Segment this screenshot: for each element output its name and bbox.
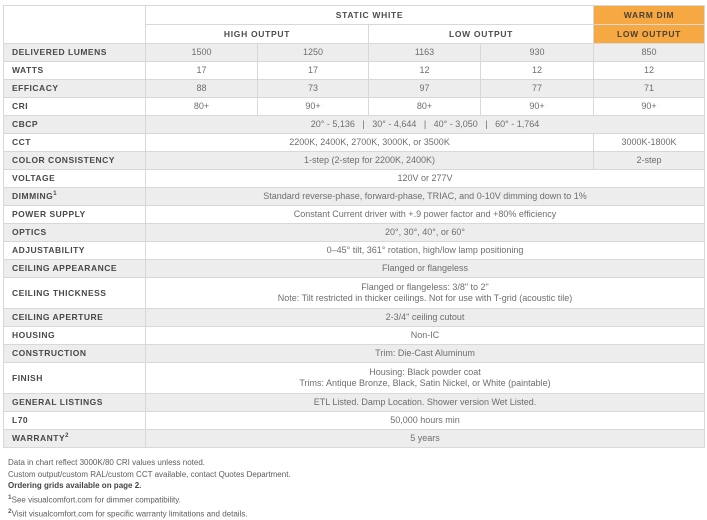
- row-label: ADJUSTABILITY: [4, 242, 146, 260]
- table-row: [4, 80, 705, 98]
- cell-value: [146, 278, 705, 309]
- table-row: [4, 134, 705, 152]
- footnote-marker: 2: [65, 433, 69, 440]
- cell-value-line: Trim: Die-Cast Aluminum: [375, 347, 475, 358]
- cell-value: 12: [594, 62, 705, 80]
- header-low-output: LOW OUTPUT: [369, 25, 594, 44]
- footnote-marker: 1: [8, 493, 12, 501]
- header-warm-dim: WARM DIM: [594, 6, 705, 25]
- row-label: WATTS: [4, 62, 146, 80]
- cell-static-white-value: 2200K, 2400K, 2700K, 3000K, or 3500K: [146, 134, 594, 152]
- footnotes: [3, 457, 704, 520]
- cell-value: 90+: [594, 98, 705, 116]
- cell-value-line: Flanged or flangeless: 3/8" to 2": [361, 281, 489, 292]
- cell-value: 77: [481, 80, 594, 98]
- cell-value-line: 20°, 30°, 40°, or 60°: [385, 226, 465, 237]
- table-row: [4, 152, 705, 170]
- cell-value-line: Trims: Antique Bronze, Black, Satin Nickel, or White (paintable): [299, 378, 551, 388]
- cell-value: 930: [481, 44, 594, 62]
- header-row-groups: [4, 6, 705, 25]
- table-row: [4, 363, 705, 394]
- footnote: $^2$Visit visualcomfort.com for specific warranty limitations and details.: [8, 507, 248, 519]
- cell-value-line: 0–45° tilt, 361° rotation, high/low lamp positioning: [326, 244, 524, 255]
- cell-value: [146, 224, 705, 242]
- cell-value-line: 120V or 277V: [397, 172, 453, 183]
- footnote-marker: 1: [53, 191, 57, 198]
- header-corner: [4, 6, 146, 44]
- footnote: Data in chart reflect 3000K/80 CRI values unless noted.: [8, 458, 205, 467]
- cell-value: [146, 242, 705, 260]
- row-label: DIMMING$^1$: [4, 188, 146, 206]
- cell-value-line: 5 years: [410, 432, 440, 443]
- spec-table-header: [4, 6, 705, 44]
- cell-value: 12: [481, 62, 594, 80]
- table-row: [4, 278, 705, 309]
- cell-value: 90+: [481, 98, 594, 116]
- spec-table: [3, 5, 705, 448]
- row-label: CCT: [4, 134, 146, 152]
- header-high-output: HIGH OUTPUT: [146, 25, 369, 44]
- cell-value: 90+: [258, 98, 369, 116]
- cell-value-line: ETL Listed. Damp Location. Shower version Wet Listed.: [313, 396, 537, 407]
- row-label: CEILING THICKNESS: [4, 278, 146, 309]
- cell-value: [146, 188, 705, 206]
- cell-value-line: Note: Tilt restricted in thicker ceilings. Not for use with T-grid (acoustic tile): [277, 293, 573, 303]
- cell-value: 1250: [258, 44, 369, 62]
- cell-warm-dim-value: 3000K-1800K: [594, 134, 705, 152]
- table-row: [4, 430, 705, 448]
- cell-value: [146, 260, 705, 278]
- row-label: EFFICACY: [4, 80, 146, 98]
- table-row: [4, 206, 705, 224]
- cell-value-line: 50,000 hours min: [390, 414, 460, 425]
- row-label: POWER SUPPLY: [4, 206, 146, 224]
- cell-value: 1163: [369, 44, 481, 62]
- cell-value: [146, 309, 705, 327]
- header-warm-dim-low-output: LOW OUTPUT: [594, 25, 705, 44]
- cell-value: [146, 327, 705, 345]
- table-row: [4, 44, 705, 62]
- footnote-marker: 2: [8, 507, 12, 515]
- cell-value: [146, 412, 705, 430]
- row-label: FINISH: [4, 363, 146, 394]
- footnote: Ordering grids available on page 2.: [8, 481, 142, 490]
- cell-value: 17: [146, 62, 258, 80]
- row-label: GENERAL LISTINGS: [4, 394, 146, 412]
- footnote: $^1$See visualcomfort.com for dimmer compatibility.: [8, 493, 181, 505]
- cell-value: [146, 116, 705, 134]
- table-row: [4, 62, 705, 80]
- cell-warm-dim-value: 2-step: [594, 152, 705, 170]
- cell-value: [146, 394, 705, 412]
- row-label: HOUSING: [4, 327, 146, 345]
- cell-value-line: 20° - 5,136 | 30° - 4,644 | 40° - 3,050 | 60° - 1,764: [310, 118, 540, 129]
- spec-table-body: [4, 44, 705, 448]
- table-row: [4, 345, 705, 363]
- cell-value: [146, 170, 705, 188]
- cell-value: 71: [594, 80, 705, 98]
- cell-value: [146, 363, 705, 394]
- row-label: CRI: [4, 98, 146, 116]
- row-label: CBCP: [4, 116, 146, 134]
- cell-value-line: Non-IC: [410, 329, 440, 340]
- table-row: [4, 309, 705, 327]
- row-label: VOLTAGE: [4, 170, 146, 188]
- table-row: [4, 260, 705, 278]
- cell-value-line: 2-3/4" ceiling cutout: [385, 311, 465, 322]
- cell-value-line: Flanged or flangeless: [381, 262, 469, 273]
- table-row: [4, 116, 705, 134]
- cell-value: 97: [369, 80, 481, 98]
- table-row: [4, 394, 705, 412]
- row-label: CEILING APPEARANCE: [4, 260, 146, 278]
- cell-static-white-value: 1-step (2-step for 2200K, 2400K): [146, 152, 594, 170]
- footnote: Custom output/custom RAL/custom CCT available, contact Quotes Department.: [8, 469, 291, 479]
- cell-value: 1500: [146, 44, 258, 62]
- cell-value: 850: [594, 44, 705, 62]
- cell-value: 73: [258, 80, 369, 98]
- cell-value-line: Housing: Black powder coat: [369, 366, 481, 377]
- row-label: COLOR CONSISTENCY: [4, 152, 146, 170]
- table-row: [4, 188, 705, 206]
- cell-value-line: Constant Current driver with +.9 power factor and +80% efficiency: [293, 208, 557, 219]
- row-label: CEILING APERTURE: [4, 309, 146, 327]
- table-row: [4, 98, 705, 116]
- row-label: WARRANTY$^2$: [4, 430, 146, 448]
- cell-value: 80+: [369, 98, 481, 116]
- cell-value: 88: [146, 80, 258, 98]
- cell-value: [146, 430, 705, 448]
- cell-value: 80+: [146, 98, 258, 116]
- table-row: [4, 412, 705, 430]
- cell-value: [146, 345, 705, 363]
- table-row: [4, 242, 705, 260]
- cell-value: [146, 206, 705, 224]
- table-row: [4, 224, 705, 242]
- cell-value: 12: [369, 62, 481, 80]
- cell-value: 17: [258, 62, 369, 80]
- row-label: L70: [4, 412, 146, 430]
- header-static-white: STATIC WHITE: [146, 6, 594, 25]
- row-label: CONSTRUCTION: [4, 345, 146, 363]
- row-label: OPTICS: [4, 224, 146, 242]
- cell-value-line: Standard reverse-phase, forward-phase, TRIAC, and 0-10V dimming down to 1%: [263, 190, 587, 201]
- table-row: [4, 170, 705, 188]
- row-label: DELIVERED LUMENS: [4, 44, 146, 62]
- table-row: [4, 327, 705, 345]
